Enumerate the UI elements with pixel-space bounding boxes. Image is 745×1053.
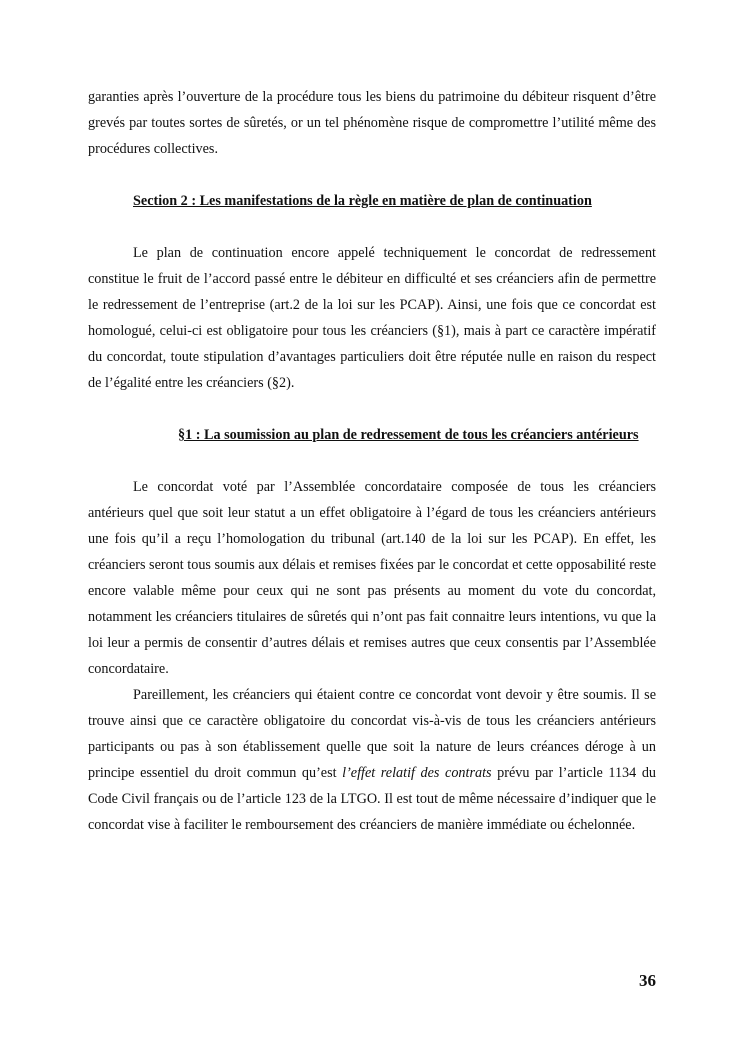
paragraph-intro: garanties après l’ouverture de la procédure tous les biens du patrimoine du débiteur risquent d’être grevés par toutes sortes de sûretés, or un tel phénomène risque de compromettre l’utilité même des procédures collectives. xyxy=(88,89,656,157)
subsection-heading xyxy=(88,422,656,448)
subsection-heading-text: §1 : La soumission au plan de redressement de tous les créanciers antérieurs xyxy=(178,427,639,443)
paragraph-sub2 xyxy=(88,682,656,838)
paragraph-sub2-end: prévu par l’article 1134 du Code Civil français ou de l’article 123 de la LTGO. Il est tout de même nécessaire d’indiquer que le concordat vise à faciliter le remboursement des créanciers de manière immédiate ou échelonnée. xyxy=(88,765,657,833)
page-number: 36 xyxy=(639,971,656,990)
paragraph-sub2-start: Pareillement, les créanciers qui étaient contre ce concordat vont devoir y être soumis. Il se trouve ainsi que ce caractère obligatoire du concordat vis-à-vis de tous les créanciers antérieurs participants ou pas à son établissement quelle que soit la nature de leurs créances déroge à un principe essentiel du droit commun qu’est xyxy=(88,687,656,781)
paragraph-sub1: Le concordat voté par l’Assemblée concordataire composée de tous les créanciers antérieurs quel que soit leur statut a un effet obligatoire à l’égard de tous les créanciers antérieurs une fois qu’il a reçu l’homologation du tribunal (art.140 de la loi sur les PCAP). En effet, les créanciers seront tous soumis aux délais et remises fixées par le concordat et cette opposabilité reste encore valable même pour ceux qui ne sont pas présents au moment du vote du concordat, notamment les créanciers titulaires de sûretés qui n’ont pas fait connaitre leurs intentions, vu que la loi leur a permis de consentir d’autres délais et remises autres que ceux consentis par l’Assemblée concordataire. xyxy=(88,479,656,677)
paragraph-section2: Le plan de continuation encore appelé techniquement le concordat de redressement constitue le fruit de l’accord passé entre le débiteur en difficulté et ses créanciers afin de permettre le redressement de l’entreprise (art.2 de la loi sur les PCAP). Ainsi, une fois que ce concordat est homologué, celui-ci est obligatoire pour tous les créanciers (§1), mais à part ce caractère impératif du concordat, toute stipulation d’avantages particuliers doit être réputée nulle en raison du respect de l’égalité entre les créanciers (§2). xyxy=(88,245,656,391)
paragraph-sub2-italic: l’effet relatif des contrats xyxy=(342,765,492,781)
document-page xyxy=(88,84,656,838)
section-heading: Section 2 : Les manifestations de la règle en matière de plan de continuation xyxy=(133,193,592,209)
